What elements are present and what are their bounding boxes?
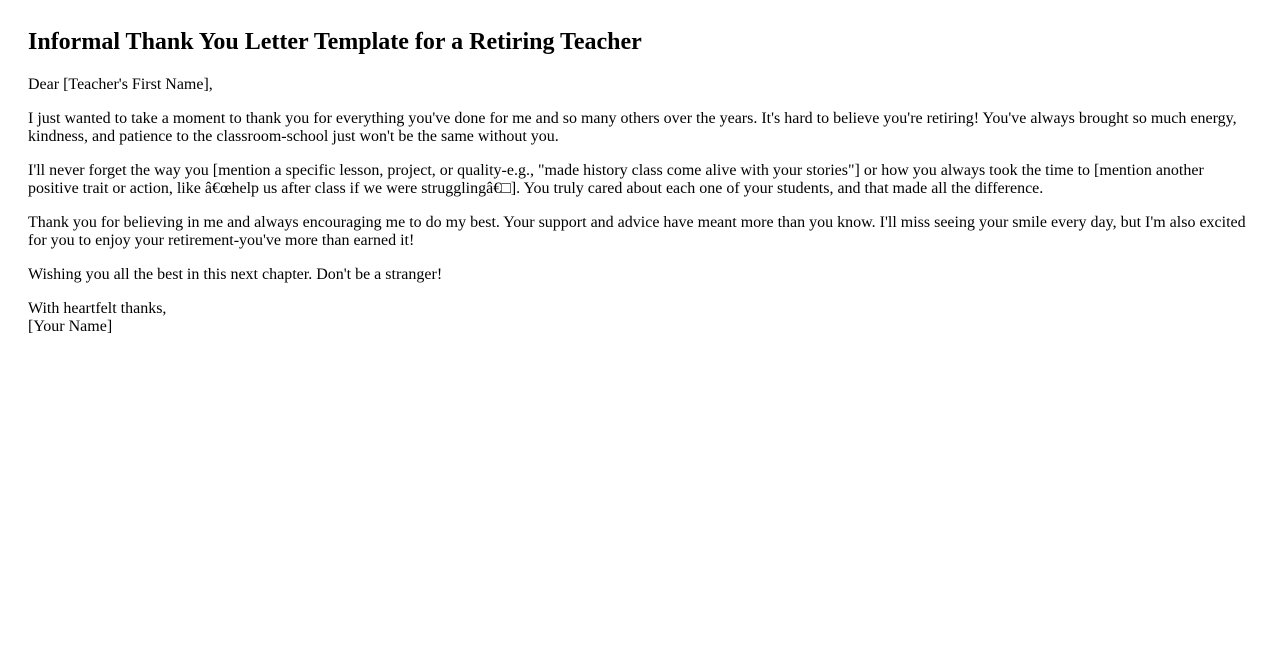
letter-paragraph-4: Wishing you all the best in this next chapter. Don't be a stranger!: [28, 266, 443, 283]
letter-signoff: [28, 300, 1250, 336]
letter-signature: [Your Name]: [28, 318, 113, 335]
letter-paragraph-1: I just wanted to take a moment to thank you for everything you've done for me and so many others over the years. It's hard to believe you're retiring! You've always brought so much energy, kindness, and patience to the classroom-school just won't be the same without you.: [28, 110, 1237, 145]
page-title: Informal Thank You Letter Template for a Retiring Teacher: [28, 29, 642, 55]
letter-paragraph-3: Thank you for believing in me and always encouraging me to do my best. Your support and advice have meant more than you know. I'll miss seeing your smile every day, but I'm also excited for you to enjoy your retirement-you've more than earned it!: [28, 214, 1246, 249]
letter-paragraph-2: I'll never forget the way you [mention a specific lesson, project, or quality-e.g., "made history class come alive with your stories"] or how you always took the time to [mention another positive trait or action, like â€œhelp us after class if we were strugglingâ€□]. You truly cared about each one of your students, and that made all the difference.: [28, 162, 1204, 197]
letter-greeting: Dear [Teacher's First Name],: [28, 76, 213, 93]
letter-closing: With heartfelt thanks,: [28, 300, 167, 317]
